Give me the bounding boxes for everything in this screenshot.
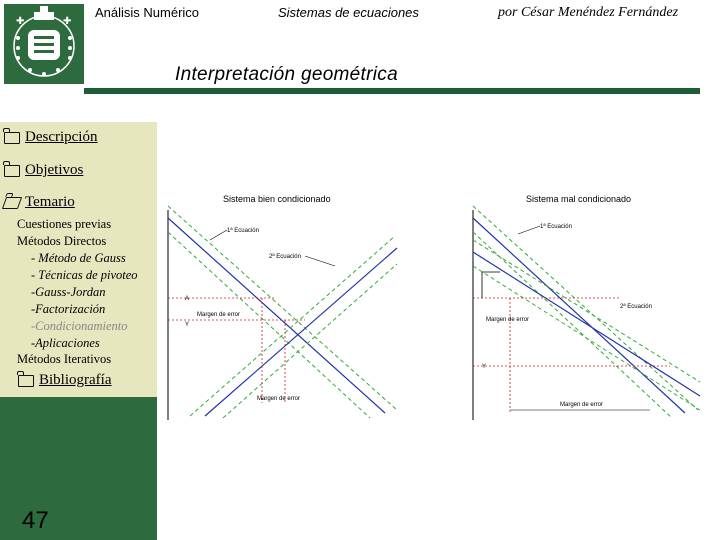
university-seal-icon bbox=[4, 4, 84, 84]
sidebar-item-cuestiones[interactable]: Cuestiones previas bbox=[17, 217, 112, 231]
chart-title: Sistema bien condicionado bbox=[223, 194, 331, 204]
sidebar-item-objetivos[interactable] bbox=[4, 162, 83, 179]
sidebar-item-factorizacion[interactable]: -Factorización bbox=[31, 302, 106, 316]
pointer-line bbox=[305, 256, 335, 266]
y-margin-label: Margen de error bbox=[197, 312, 241, 318]
equation-1-margin bbox=[168, 206, 397, 410]
chart-title: Sistema mal condicionado bbox=[526, 194, 632, 204]
folder-icon bbox=[4, 132, 20, 144]
pointer-line bbox=[518, 226, 540, 234]
sidebar-item-descripcion[interactable] bbox=[4, 129, 97, 146]
course-header: Análisis Numérico bbox=[95, 5, 200, 20]
sidebar-item-pivoteo[interactable]: - Técnicas de pivoteo bbox=[31, 268, 138, 282]
sidebar-item-gauss[interactable]: - Método de Gauss bbox=[31, 251, 126, 265]
condition-diagrams bbox=[165, 188, 705, 420]
svg-text:✚: ✚ bbox=[16, 16, 25, 27]
x-margin-label: Margen de error bbox=[560, 402, 604, 408]
title-divider bbox=[84, 88, 700, 94]
sidebar-item-label: Objetivos bbox=[25, 162, 84, 178]
x-margin-label: Margen de error bbox=[257, 396, 301, 402]
equation-2-margin bbox=[473, 240, 700, 382]
open-folder-icon bbox=[2, 197, 22, 209]
sidebar-item-directos[interactable]: Métodos Directos bbox=[17, 234, 107, 248]
topic-header: Sistemas de ecuaciones bbox=[278, 5, 419, 20]
equation-2-margin bbox=[473, 266, 700, 410]
axis-tick-label: A bbox=[185, 296, 190, 302]
page-number: 47 bbox=[22, 507, 49, 534]
chart-well-conditioned bbox=[168, 194, 397, 420]
equation-1-label: 1ª Ecuación bbox=[540, 224, 572, 230]
svg-text:✚: ✚ bbox=[63, 16, 72, 27]
author-header: por César Menéndez Fernández bbox=[498, 5, 679, 20]
equation-2-margin bbox=[190, 236, 395, 416]
sidebar-item-gauss-jordan[interactable]: -Gauss-Jordan bbox=[31, 285, 106, 299]
equation-2-margin bbox=[223, 264, 397, 418]
chart-ill-conditioned bbox=[473, 194, 700, 420]
sidebar-item-temario[interactable] bbox=[4, 194, 75, 211]
equation-2-label: 2ª Ecuación bbox=[269, 254, 301, 260]
equation-1-line bbox=[473, 218, 685, 413]
pointer-line bbox=[210, 230, 227, 240]
sidebar-item-label: Descripción bbox=[25, 129, 98, 145]
equation-2-line bbox=[473, 252, 700, 396]
equation-1-margin bbox=[473, 232, 672, 418]
folder-icon bbox=[4, 165, 20, 177]
equation-2-line bbox=[205, 248, 397, 416]
y-margin-label: Margen de error bbox=[486, 317, 530, 323]
axis-tick-label: Y bbox=[185, 322, 190, 328]
axis-tick-label: Y bbox=[482, 364, 487, 370]
sidebar-item-iterativos[interactable]: Métodos Iterativos bbox=[17, 352, 112, 366]
equation-1-label: 1ª Ecuación bbox=[227, 228, 259, 234]
equation-1-margin bbox=[473, 206, 698, 410]
folder-icon bbox=[18, 375, 34, 387]
sidebar-item-label: Bibliografía bbox=[39, 372, 112, 388]
sidebar-item-aplicaciones[interactable]: -Aplicaciones bbox=[31, 336, 100, 350]
sidebar-menu bbox=[0, 122, 157, 397]
equation-2-label: 2ª Ecuación bbox=[620, 304, 652, 310]
sidebar-item-condicionamiento[interactable]: -Condicionamiento bbox=[31, 319, 128, 333]
sidebar-item-bibliografia[interactable] bbox=[18, 372, 111, 389]
sidebar-item-label: Temario bbox=[25, 194, 75, 210]
slide-title: Interpretación geométrica bbox=[175, 64, 398, 85]
